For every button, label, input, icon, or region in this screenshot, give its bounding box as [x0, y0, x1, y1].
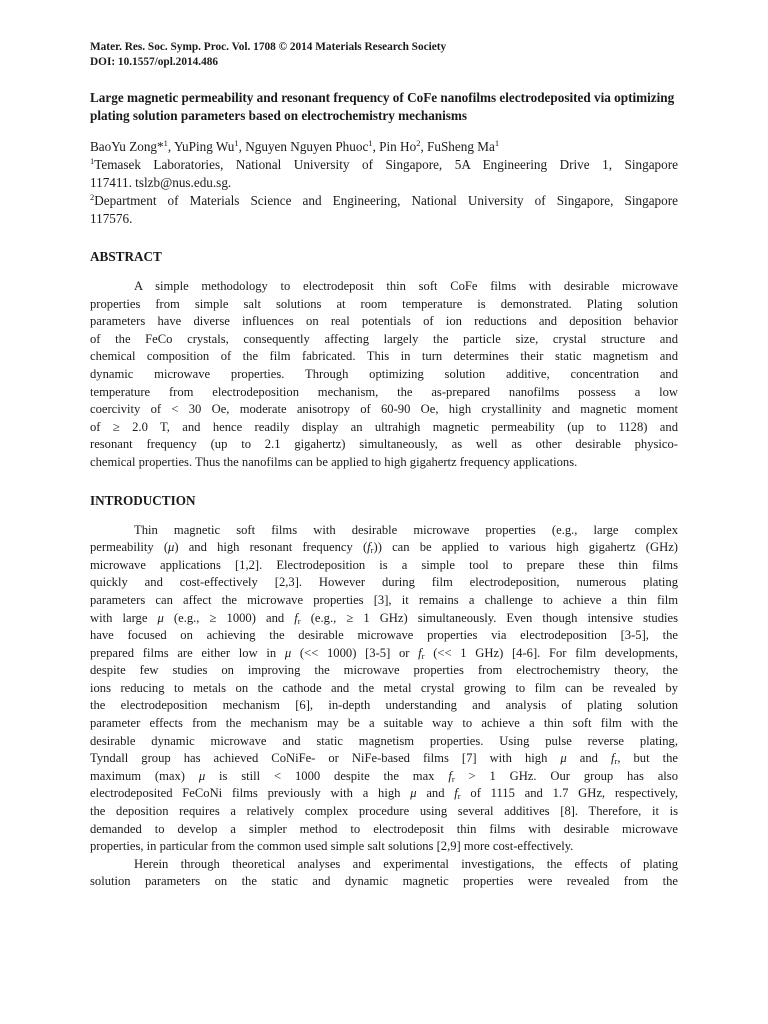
intro-line: despite few studies on improving the microwave properties from electrochemistry theory, the [90, 663, 678, 678]
f-symbol: f [367, 540, 371, 555]
abstract-text [90, 278, 678, 472]
r-subscript: r [297, 615, 301, 626]
intro-line: microwave applications [1,2]. Electrodeposition is a simple tool to prepare these thin films [90, 557, 678, 572]
intro-line: Herein through theoretical analyses and experimental investigations, the effects of plating [134, 856, 678, 871]
abstract-line: temperature from electrodeposition mechanism, the as-prepared nanofilms possess a low [90, 384, 678, 399]
affiliation-mark: 1 [90, 156, 95, 166]
affiliation-line: 117411. tslzb@nus.edu.sg. [90, 175, 232, 190]
introduction-heading: INTRODUCTION [90, 492, 196, 508]
affiliation-2 [90, 192, 678, 228]
r-subscript: r [457, 791, 461, 802]
intro-line: parameter effects from the mechanism may be a suitable way to achieve a thin soft film with the [90, 716, 678, 731]
paper-title: Large magnetic permeability and resonant frequency of CoFe nanofilms electrodeposited via optimizing plating solution parameters based on electrochemistry mechanisms [90, 90, 675, 123]
mu-symbol: μ [168, 540, 175, 555]
author-name: YuPing Wu [173, 139, 235, 154]
journal-header [90, 40, 678, 70]
abstract-line: chemical properties. Thus the nanofilms can be applied to high gigahertz frequency applications. [90, 454, 578, 469]
abstract-heading: ABSTRACT [90, 249, 162, 264]
author-affil-mark: 1 [368, 138, 373, 148]
intro-line: parameters can affect the microwave properties [3], it remains a challenge to achieve a thin film [90, 592, 678, 607]
r-subscript: r [451, 773, 455, 784]
mu-symbol: μ [157, 610, 164, 625]
affiliation-line: Temasek Laboratories, National University of Singapore, 5A Engineering Drive 1, Singapore [94, 157, 678, 172]
abstract-line: dynamic microwave properties. Through optimizing solution additive, concentration and [90, 366, 678, 381]
author-name: Nguyen Nguyen Phuoc [245, 139, 369, 154]
intro-line: properties, in particular from the common used simple salt solutions [2,9] more cost-effectively. [90, 839, 574, 854]
author-name: BaoYu Zong* [90, 139, 164, 154]
affiliation-1 [90, 156, 678, 192]
paper-page [90, 40, 678, 891]
f-symbol: f [610, 751, 615, 766]
affiliation-line: 117576. [90, 211, 133, 226]
r-subscript: r [421, 650, 425, 661]
r-subscript: r [370, 545, 374, 556]
author-affil-mark: 1 [494, 138, 500, 148]
r-subscript: r [614, 756, 618, 767]
mu-symbol: μ [198, 768, 206, 783]
introduction-text: Thin magnetic soft films with desirable microwave properties (e.g., large complex permeability (μ) and high resonant frequency $(f_r)$) can be applied to various high gigahertz (GHz) microwave applications [1,2]. Electrodeposition is a simple tool to prepare these thin films quickly and cost-effectively [2,3]. However during film electrodeposition, numerous plating parameters can affect the microwave properties [3], it remains a challenge to achieve a thin film with large μ (e.g., ≥ 1000) and $f_r$ (e.g., ≥ 1 GHz) simultaneously. Even though intensive studies have focused on achieving the desirable microwave properties via electrodeposition [3-5], the prepared films are either low in μ (<< 1000) [3-5] or $f_r$ (<< 1 GHz) [4-6]. For film developments, despite few studies on improving the microwave properties from electrochemistry theory, the ions reducing to metals on the cathode and the metal crystal growing to film can be revealed by the electrodeposition mechanism [6], in-depth understanding and analysis of plating solution parameter effects from the mechanism may be a suitable way to achieve a thin soft film with the desirable dynamic microwave and static magnetism properties. Using pulse reverse plating, Tyndall group has achieved CoNiFe- or NiFe-based films [7] with high μ and $f_r$, but the maximum (max) μ is still < 1000 despite the $\max f_r > 1$ GHz. Our group has also electrodeposited FeCoNi films previously with a high μ and $f_r$ of 1115 and 1.7 GHz, respectively, the deposition requires a relatively complex procedure using several additives [8]. Therefore, it is demanded to develop a simpler method to electrodeposit thin films with desirable microwave properties, in particular from the common used simple salt solutions [2,9] more cost-effectively. Herein through theoretical analyses and experimental investigations, the effects of plating solution parameters on the static and dynamic magnetic properties were revealed from the [90, 522, 678, 891]
abstract-line: A simple methodology to electrodeposit thin soft CoFe films with desirable microwave [134, 279, 678, 293]
intro-line: demanded to develop a simpler method to electrodeposit thin films with desirable microwave [90, 821, 678, 836]
affiliation-mark: 2 [90, 192, 95, 202]
intro-line: the electrodeposition mechanism [6], in-depth understanding and analysis of plating solution [90, 698, 678, 713]
intro-line: have focused on achieving the desirable microwave properties via electrodeposition [3-5], the [90, 628, 678, 643]
intro-line: ions reducing to metals on the cathode and the metal crystal growing to film can be revealed by [90, 680, 678, 695]
affiliation-line: Department of Materials Science and Engineering, National University of Singapore, Singapore [94, 193, 678, 208]
mu-symbol: μ [560, 751, 567, 766]
doi: DOI: 10.1557/opl.2014.486 [90, 56, 219, 68]
intro-line: Thin magnetic soft films with desirable microwave properties (e.g., large complex [134, 522, 678, 537]
author-affil-mark: 1 [234, 138, 239, 148]
abstract-line: chemical composition of the film fabricated. This in turn determines their static magnetism and [90, 349, 678, 364]
intro-line: the deposition requires a relatively complex procedure using several additives [8]. Therefore, it is [90, 804, 678, 819]
f-symbol: f [454, 786, 458, 801]
abstract-line: coercivity of < 30 Oe, moderate anisotropy of 60-90 Oe, high crystallinity and magnetic moment [90, 402, 678, 417]
intro-line: quickly and cost-effectively [2,3]. However during film electrodeposition, numerous plating [90, 575, 678, 590]
author-list: BaoYu Zong*$^1$, YuPing Wu$^1$, Nguyen Nguyen Phuoc$^1$, Pin Ho$^2$, FuSheng Ma$^1$ [90, 138, 500, 154]
abstract-line: properties from simple salt solutions at room temperature is demonstrated. Plating solution [90, 296, 678, 311]
abstract-line: of ≥ 2.0 T, and hence readily display an ultrahigh magnetic permeability (up to 1128) and [90, 419, 678, 434]
abstract-line: resonant frequency (up to 2.1 gigahertz) simultaneously, as well as other desirable physico- [90, 437, 678, 452]
f-symbol: f [448, 768, 452, 783]
journal-citation: Mater. Res. Soc. Symp. Proc. Vol. 1708 © 2014 Materials Research Society [90, 41, 447, 53]
author-affil-mark: 2 [416, 138, 421, 148]
mu-symbol: μ [284, 645, 292, 660]
author-affil-mark: 1 [163, 138, 168, 148]
abstract-line: parameters have diverse influences on real potentials of ion reductions and deposition behavior [90, 314, 678, 329]
intro-line: desirable dynamic microwave and static magnetism properties. Using pulse reverse plating, [90, 733, 678, 748]
author-name: FuSheng Ma [427, 139, 495, 154]
mu-symbol: μ [410, 786, 417, 801]
f-symbol: f [418, 645, 422, 660]
f-symbol: f [294, 610, 298, 625]
abstract-line: of the FeCo crystals, consequently affecting largely the particle size, crystal structure and [90, 331, 678, 346]
intro-line: solution parameters on the static and dynamic magnetic properties were revealed from the [90, 874, 678, 889]
author-name: Pin Ho [379, 139, 417, 154]
